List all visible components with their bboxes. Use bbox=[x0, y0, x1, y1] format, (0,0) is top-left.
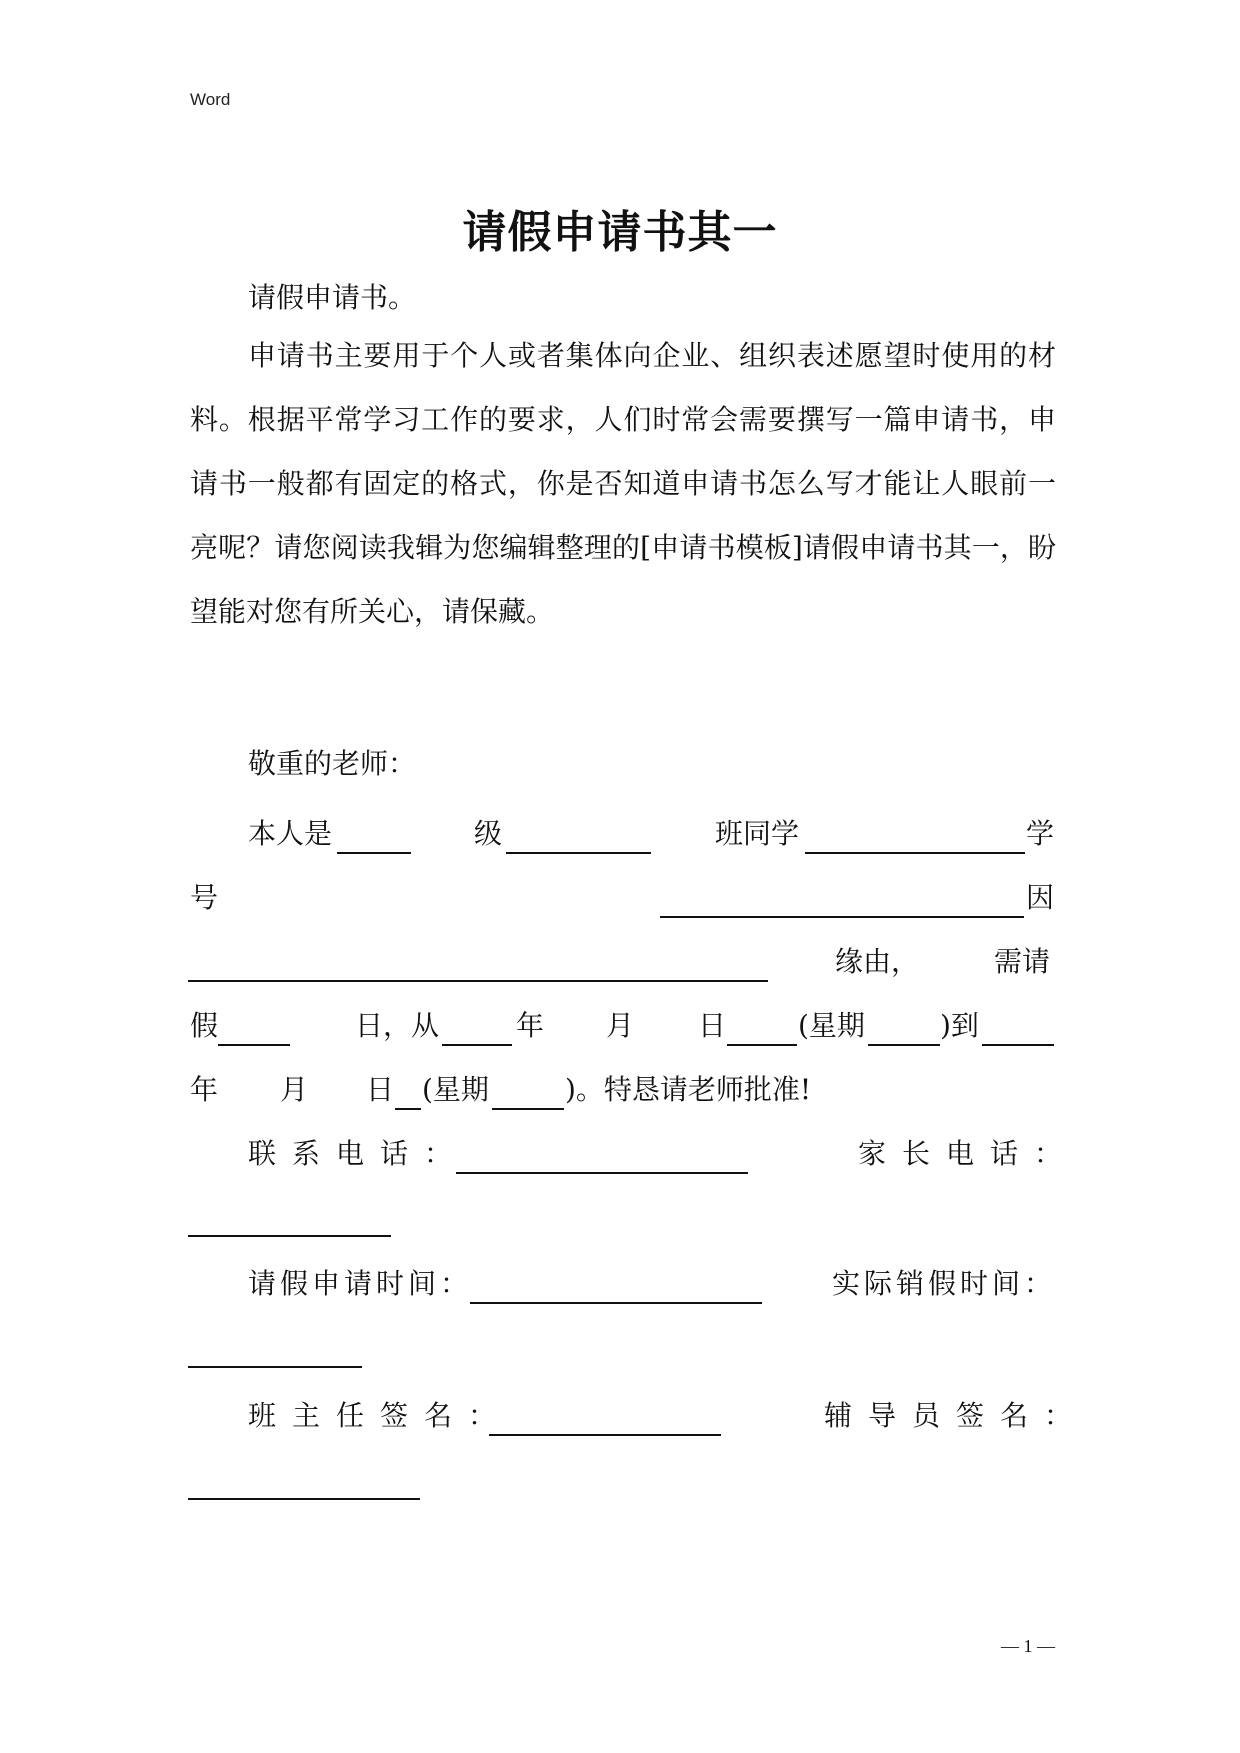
blank-from-year bbox=[442, 1044, 512, 1046]
blank-contact-phone bbox=[456, 1172, 748, 1174]
form-year-1: 年 bbox=[516, 1009, 545, 1042]
form-apply-time: 请假申请时间： bbox=[248, 1267, 473, 1300]
blank-parent-phone bbox=[188, 1235, 391, 1237]
blank-class bbox=[805, 852, 1025, 854]
form-weekday-open-2: (星期 bbox=[422, 1073, 489, 1106]
blank-student-no bbox=[660, 916, 1024, 918]
blank-to-day bbox=[395, 1108, 421, 1110]
blank-weekday-2 bbox=[492, 1108, 564, 1110]
form-because: 因 bbox=[1026, 881, 1055, 914]
form-need: 需请 bbox=[994, 945, 1051, 978]
form-month-2: 月 bbox=[280, 1073, 309, 1106]
form-days-from: 日，从 bbox=[355, 1009, 440, 1042]
form-weekday-open-1: (星期 bbox=[798, 1009, 865, 1042]
form-parent-phone: 家长电话： bbox=[858, 1137, 1079, 1170]
form-day-1: 日 bbox=[698, 1009, 727, 1042]
form-closing: )。特恳请老师批准! bbox=[565, 1073, 812, 1106]
form-leave: 假 bbox=[190, 1009, 219, 1042]
blank-weekday-1 bbox=[868, 1044, 940, 1046]
app-label: Word bbox=[190, 90, 231, 109]
blank-name bbox=[337, 852, 411, 854]
form-self-is: 本人是 bbox=[248, 817, 333, 850]
blank-grade bbox=[506, 852, 651, 854]
document-title: 请假申请书其一 bbox=[462, 207, 778, 258]
blank-actual-time bbox=[188, 1366, 362, 1368]
blank-to-year bbox=[982, 1044, 1054, 1046]
form-grade: 级 bbox=[474, 817, 503, 850]
form-day-2: 日 bbox=[366, 1073, 395, 1106]
form-student-no-2: 号 bbox=[190, 881, 219, 914]
form-month-1: 月 bbox=[606, 1009, 635, 1042]
blank-counselor-sign bbox=[188, 1498, 420, 1500]
form-counselor-sign: 辅导员签名： bbox=[824, 1399, 1089, 1432]
salutation: 敬重的老师： bbox=[248, 747, 417, 780]
intro-line: 请假申请书。 bbox=[248, 281, 417, 314]
blank-reason bbox=[188, 980, 768, 982]
form-student-no-1: 学 bbox=[1026, 817, 1055, 850]
blank-from-day bbox=[727, 1044, 797, 1046]
intro-paragraph: 申请书主要用于个人或者集体向企业、组织表述愿望时使用的材料。根据平常学习工作的要求，人们时常会需要撰写一篇申请书，申请书一般都有固定的格式，你是否知道申请书怎么写才能让人眼前一亮呢？请您阅读我辑为您编辑整理的[申请书模板]请假申请书其一，盼望能对您有所关心，请保藏。 bbox=[190, 339, 1056, 628]
form-actual-time: 实际销假时间： bbox=[832, 1267, 1057, 1300]
page-number: — 1 — bbox=[1001, 1636, 1055, 1656]
form-to: )到 bbox=[940, 1009, 979, 1042]
form-contact-phone: 联系电话： bbox=[248, 1137, 469, 1170]
form-teacher-sign: 班主任签名： bbox=[248, 1399, 513, 1432]
form-class-student: 班同学 bbox=[715, 817, 800, 850]
blank-teacher-sign bbox=[489, 1434, 721, 1436]
form-year-2: 年 bbox=[190, 1073, 219, 1106]
blank-days bbox=[218, 1044, 290, 1046]
blank-apply-time bbox=[470, 1302, 762, 1304]
form-reason: 缘由， bbox=[835, 945, 920, 978]
